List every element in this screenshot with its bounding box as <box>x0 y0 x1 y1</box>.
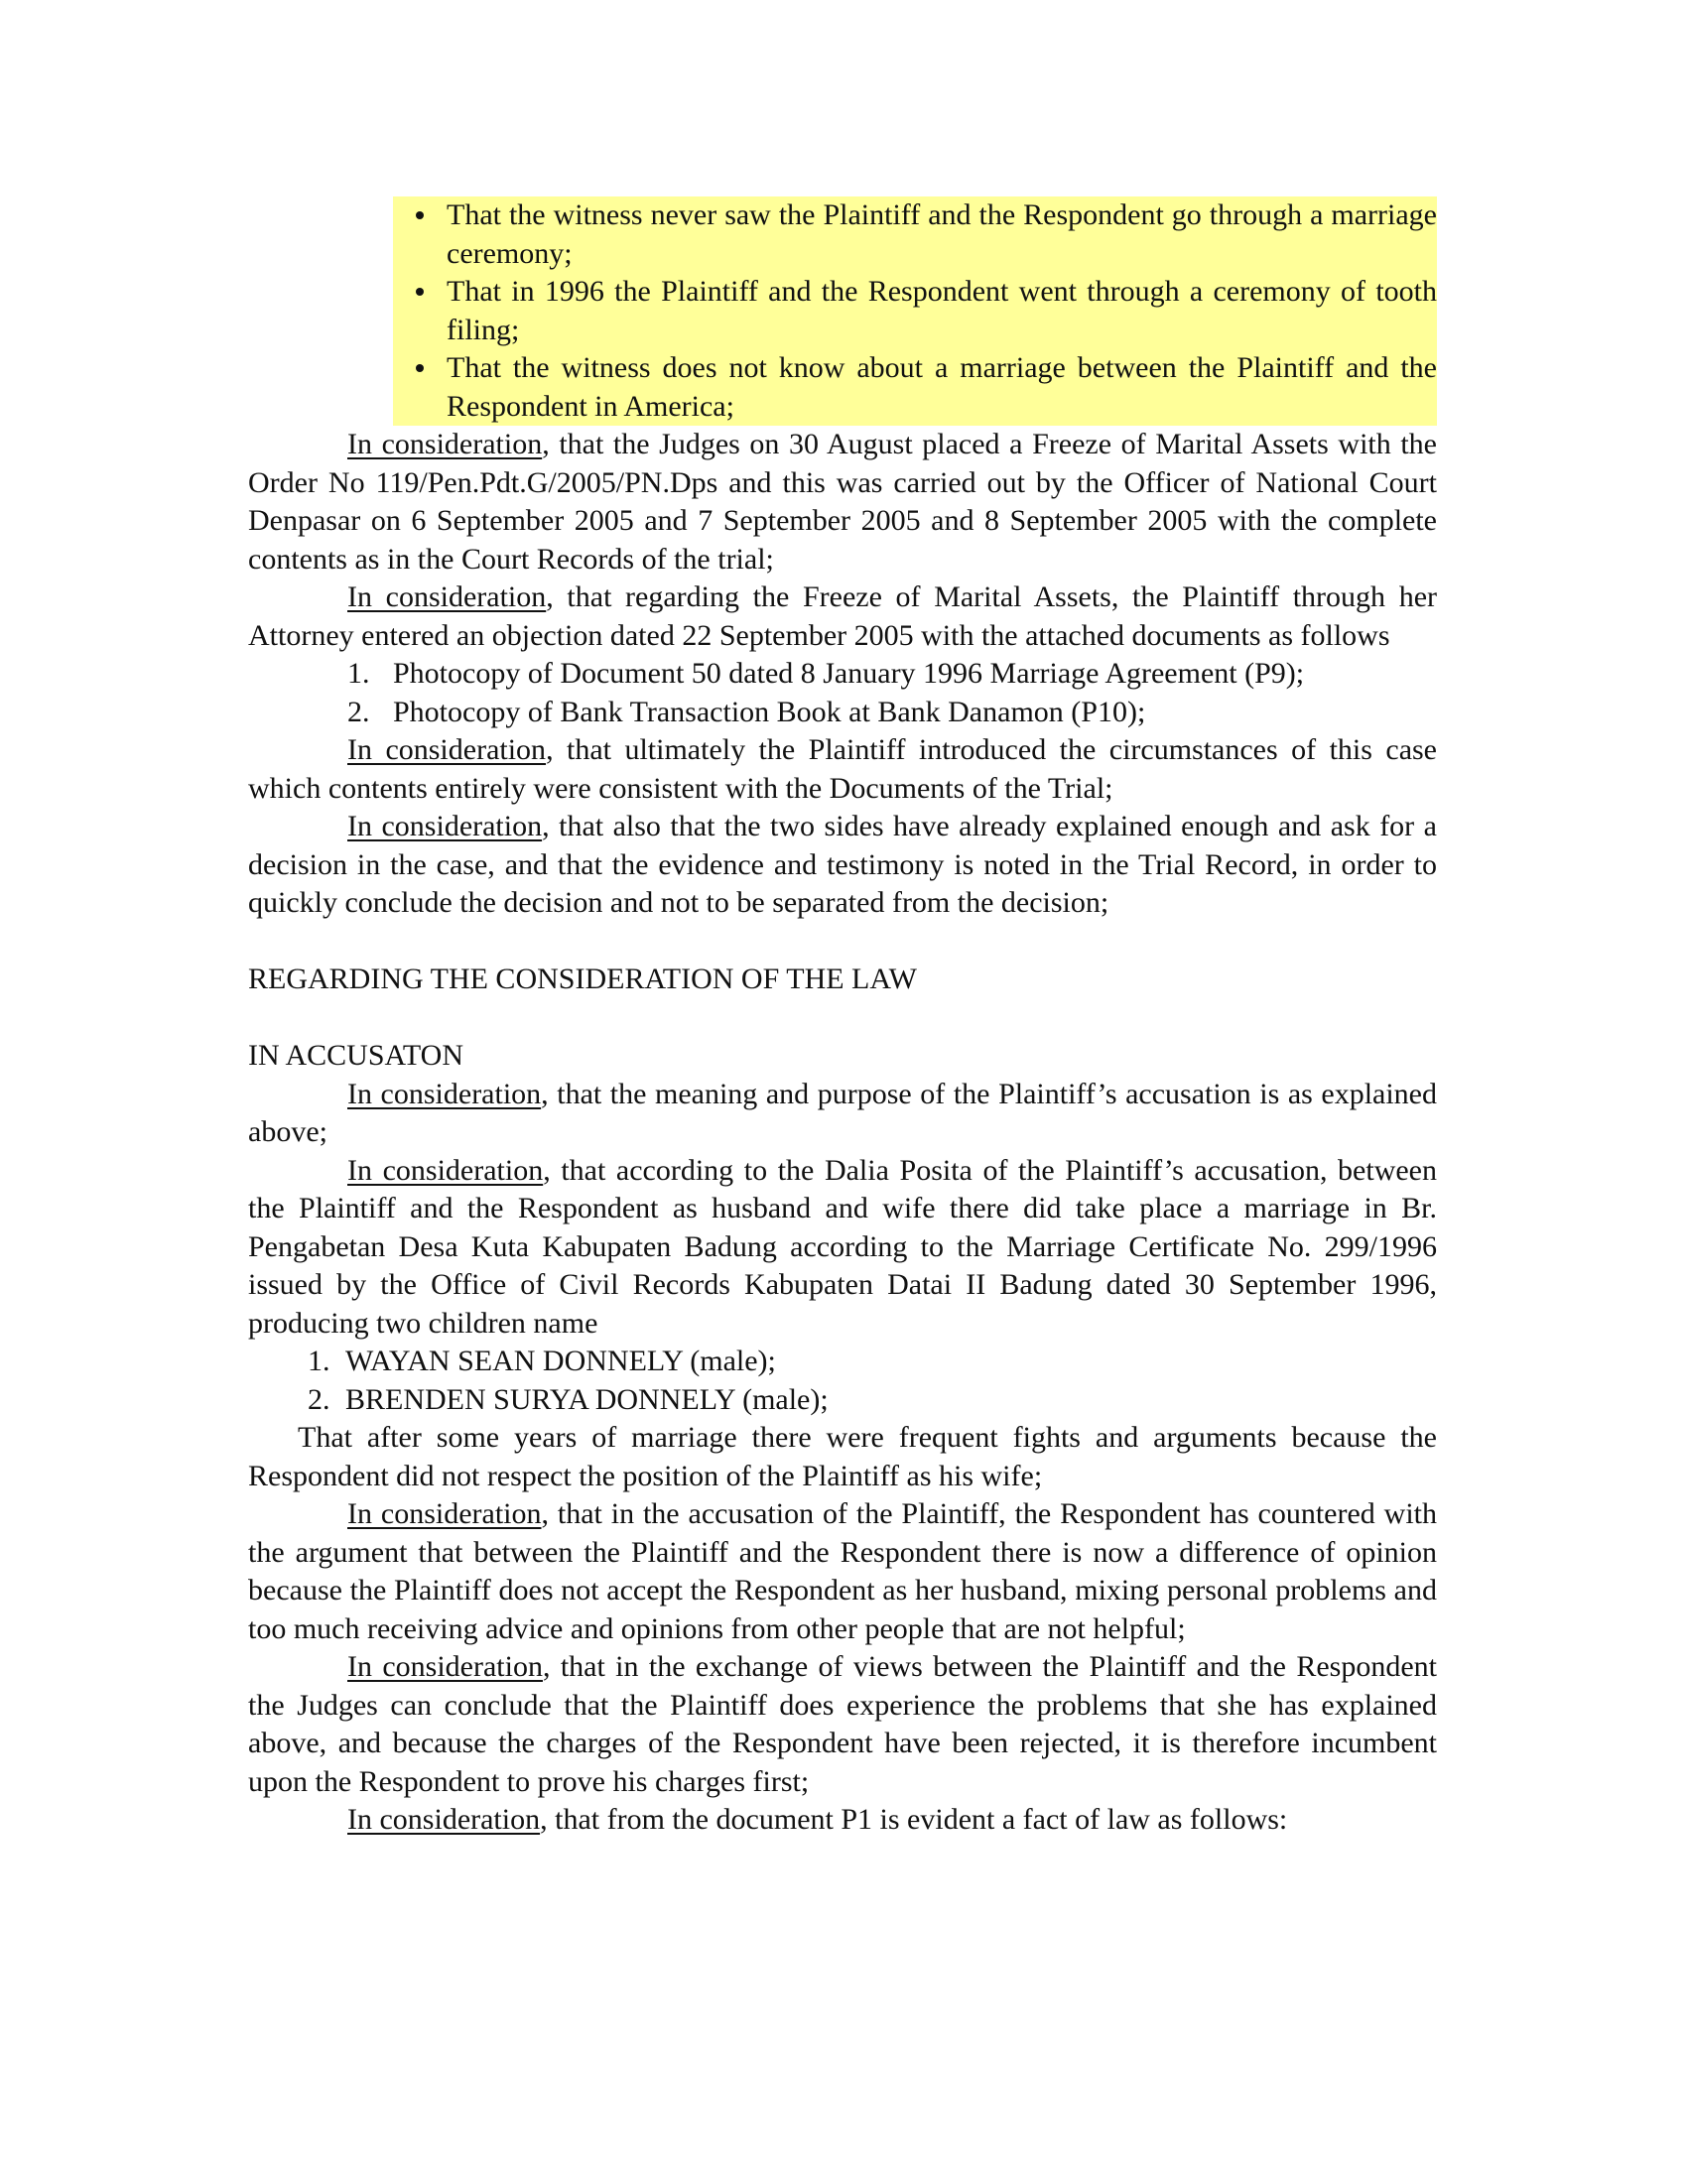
paragraph-circumstances <box>248 731 1437 808</box>
lead-phrase: In consideration <box>347 733 547 766</box>
lead-phrase: In consideration <box>347 428 543 460</box>
list-number: 1. <box>347 657 370 690</box>
paragraph-text: , that in the accusation of the Plaintiff, the Respondent has countered with the argument that between the Plaintiff and the Respondent there is now a difference of opinion because the Plaintiff does not accept the Respondent as her husband, mixing personal problems and too much receiving advice and opinions from other people that are not helpful; <box>248 1497 1437 1645</box>
paragraph-text: , that also that the two sides have already explained enough and ask for a decision in the case, and that the evidence and testimony is noted in the Trial Record, in order to quickly conclude the decision and not to be separated from the decision; <box>248 810 1437 919</box>
list-item <box>248 694 1437 732</box>
paragraph-counter-argument <box>248 1495 1437 1648</box>
paragraph-objection <box>248 578 1437 655</box>
children-list <box>248 1343 1437 1419</box>
section-heading: REGARDING THE CONSIDERATION OF THE LAW <box>248 963 917 995</box>
list-text: Photocopy of Bank Transaction Book at Bank Danamon (P10); <box>393 695 1146 728</box>
paragraph-document-p1 <box>248 1801 1437 1840</box>
bullet-icon <box>393 196 447 273</box>
paragraph-text: , that the Judges on 30 August placed a Freeze of Marital Assets with the Order No 119/Pen.Pdt.G/2005/PN.Dps and this was carried out by the Officer of National Court Denpasar on 6 September 2005 and 7 September 2005 and 8 September 2005 with the complete contents as in the Court Records of the trial; <box>248 428 1437 576</box>
document-page <box>248 196 1437 1840</box>
list-item <box>248 1381 1437 1420</box>
bullet-icon <box>393 273 447 349</box>
bullet-item <box>393 196 1437 273</box>
paragraph-text: , that from the document P1 is evident a fact of law as follows: <box>540 1803 1288 1836</box>
list-text: WAYAN SEAN DONNELY (male); <box>345 1345 776 1377</box>
list-item <box>248 655 1437 694</box>
bullet-item <box>393 273 1437 349</box>
subsection-heading: IN ACCUSATON <box>248 1039 463 1072</box>
lead-phrase: In consideration <box>347 1077 542 1110</box>
lead-phrase: In consideration <box>347 1803 541 1836</box>
paragraph-dalia-posita <box>248 1152 1437 1344</box>
spacer <box>248 999 1437 1038</box>
paragraph-text: , that the meaning and purpose of the Plaintiff’s accusation is as explained above; <box>248 1077 1437 1148</box>
paragraph-text: , that regarding the Freeze of Marital Assets, the Plaintiff through her Attorney entered an objection dated 22 September 2005 with the attached documents as follows <box>248 580 1437 652</box>
lead-phrase: In consideration <box>347 1153 544 1187</box>
list-number: 2. <box>347 695 370 728</box>
bullet-text: That in 1996 the Plaintiff and the Respondent went through a ceremony of tooth filing; <box>447 275 1437 346</box>
list-item <box>248 1343 1437 1381</box>
list-text: BRENDEN SURYA DONNELY (male); <box>345 1382 829 1416</box>
list-text: Photocopy of Document 50 dated 8 January 1996 Marriage Agreement (P9); <box>393 657 1305 690</box>
lead-phrase: In consideration <box>347 580 547 613</box>
spacer <box>248 923 1437 962</box>
paragraph-arguments: That after some years of marriage there were frequent fights and arguments because the Respondent did not respect the position of the Plaintiff as his wife; <box>248 1421 1437 1492</box>
bullet-text: That the witness never saw the Plaintiff and the Respondent go through a marriage ceremony; <box>447 198 1437 270</box>
lead-phrase: In consideration <box>347 1497 542 1530</box>
paragraph-text: , that ultimately the Plaintiff introduced the circumstances of this case which contents entirely were consistent with the Documents of the Trial; <box>248 733 1437 805</box>
paragraph-text: , that in the exchange of views between the Plaintiff and the Respondent the Judges can conclude that the Plaintiff does experience the problems that she has explained above, and because the charges of the Respondent have been rejected, it is therefore incumbent upon the Respondent to prove his charges first; <box>248 1650 1437 1798</box>
paragraph-text: , that according to the Dalia Posita of the Plaintiff’s accusation, between the Plaintiff and the Respondent as husband and wife there did take place a marriage in Br. Pengabetan Desa Kuta Kabupaten Badung according to the Marriage Certificate No. 299/1996 issued by the Office of Civil Records Kabupaten Datai II Badung dated 30 September 1996, producing two children name <box>248 1153 1437 1340</box>
bullet-text: That the witness does not know about a marriage between the Plaintiff and the Respondent in America; <box>447 351 1437 423</box>
list-number: 1. <box>308 1345 330 1377</box>
highlighted-witness-list <box>393 196 1437 426</box>
paragraph-freeze-order <box>248 426 1437 578</box>
bullet-item <box>393 349 1437 426</box>
bullet-icon <box>393 349 447 426</box>
list-number: 2. <box>308 1382 330 1416</box>
lead-phrase: In consideration <box>347 1650 543 1683</box>
attached-documents-list <box>248 655 1437 731</box>
paragraph-decision-request <box>248 808 1437 923</box>
paragraph-accusation-meaning <box>248 1076 1437 1152</box>
lead-phrase: In consideration <box>347 810 543 842</box>
paragraph-exchange-of-views <box>248 1648 1437 1801</box>
